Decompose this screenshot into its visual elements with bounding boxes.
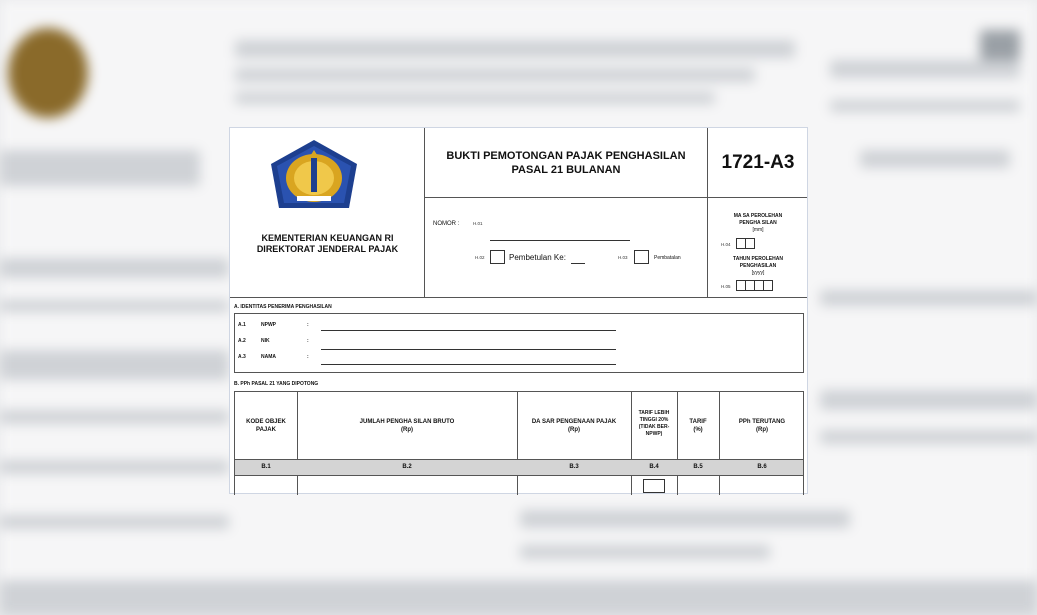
- pembatalan-label: Pembatalan: [654, 255, 681, 261]
- form-title-line1: BUKTI PEMOTONGAN PAJAK PENGHASILAN: [446, 150, 686, 162]
- dasar-pengenaan-cell[interactable]: [518, 476, 631, 495]
- code-b1: B.1: [261, 464, 271, 470]
- kode-objek-cell[interactable]: [235, 476, 297, 495]
- masa-label-1: MA SA PEROLEHAN: [733, 213, 783, 219]
- pembetulan-checkbox[interactable]: [490, 250, 505, 264]
- pembatalan-code: H.03: [618, 255, 628, 260]
- col-tarif-l1: TARIF: [689, 419, 707, 425]
- form-1721-a3: [229, 127, 808, 494]
- col-tarif-lebih-l4: NPWP): [645, 431, 663, 437]
- col-tarif-l2: (%): [693, 427, 703, 433]
- tahun-code: H.05: [721, 284, 731, 289]
- col-pph-terutang-l2: (Rp): [756, 427, 768, 433]
- form-code-block: [707, 128, 807, 198]
- nomor-code: H.01: [473, 221, 483, 226]
- col-kode-objek: [235, 418, 297, 434]
- nomor-label: NOMOR :: [433, 221, 460, 227]
- pembetulan-label: Pembetulan Ke:: [509, 253, 566, 262]
- form-code: 1721-A3: [721, 152, 795, 173]
- tahun-digit-4[interactable]: [763, 280, 773, 291]
- section-a-title: A. IDENTITAS PENERIMA PENGHASILAN: [234, 304, 332, 310]
- row-a3-label: NAMA: [261, 354, 276, 360]
- col-tarif-lebih: [631, 410, 677, 438]
- code-b4: B.4: [649, 464, 659, 470]
- nomor-input[interactable]: [490, 240, 630, 241]
- npwp-input[interactable]: [321, 330, 616, 331]
- directorate-name: DIREKTORAT JENDERAL PAJAK: [256, 244, 399, 254]
- form-title-line2: PASAL 21 BULANAN: [511, 164, 621, 176]
- ministry-name: KEMENTERIAN KEUANGAN RI: [261, 233, 394, 243]
- col-jumlah-bruto-l1: JUMLAH PENGHA SILAN BRUTO: [359, 419, 455, 425]
- jumlah-bruto-cell[interactable]: [298, 476, 517, 495]
- col-jumlah-bruto: [297, 418, 517, 434]
- col-tarif-lebih-l1: TARIF LEBIH: [638, 410, 670, 416]
- tarif-lebih-checkbox[interactable]: [643, 479, 665, 493]
- masa-digit-2[interactable]: [745, 238, 755, 249]
- col-dasar-pengenaan-l2: (Rp): [568, 427, 580, 433]
- tahun-label-1: TAHUN PEROLEHAN: [733, 256, 783, 262]
- row-a3-sep: :: [307, 354, 309, 360]
- tarif-cell[interactable]: [678, 476, 719, 495]
- tahun-format: [yyyy]: [751, 270, 765, 276]
- masa-block: [707, 197, 807, 298]
- kemenkeu-emblem: [267, 138, 361, 218]
- masa-code: H.04: [721, 242, 731, 247]
- code-b3: B.3: [569, 464, 579, 470]
- code-b5: B.5: [693, 464, 703, 470]
- col-pph-terutang: [719, 418, 805, 434]
- col-dasar-pengenaan-l1: DA SAR PENGENAAN PAJAK: [531, 419, 617, 425]
- row-a2-sep: :: [307, 338, 309, 344]
- pembetulan-code: H.02: [475, 255, 485, 260]
- pembatalan-checkbox[interactable]: [634, 250, 649, 264]
- section-b-table: [234, 391, 804, 495]
- row-a3-code: A.3: [238, 354, 246, 360]
- row-a1-code: A.1: [238, 322, 246, 328]
- col-kode-objek-l2: PAJAK: [256, 427, 276, 433]
- title-block: [424, 128, 708, 198]
- nama-input[interactable]: [321, 364, 616, 365]
- col-kode-objek-l1: KODE OBJEK: [246, 419, 286, 425]
- col-tarif-lebih-l3: (TIDAK BER-: [638, 424, 670, 430]
- col-jumlah-bruto-l2: (Rp): [401, 427, 413, 433]
- col-tarif: [677, 418, 719, 434]
- row-a1-label: NPWP: [261, 322, 276, 328]
- col-pph-terutang-l1: PPh TERUTANG: [738, 419, 786, 425]
- section-b-title: B. PPh PASAL 21 YANG DIPOTONG: [234, 381, 319, 387]
- row-a1-sep: :: [307, 322, 309, 328]
- pph-terutang-cell[interactable]: [720, 476, 804, 495]
- col-dasar-pengenaan: [517, 418, 631, 434]
- ministry-block: [230, 128, 425, 298]
- nik-input[interactable]: [321, 349, 616, 350]
- nomor-block: [424, 197, 708, 298]
- masa-label-2: PENGHA SILAN: [739, 220, 777, 226]
- code-b6: B.6: [757, 464, 767, 470]
- row-a2-code: A.2: [238, 338, 246, 344]
- pembetulan-ke-input[interactable]: [571, 263, 585, 264]
- masa-format: [mm]: [752, 227, 764, 233]
- section-a-box: [234, 313, 804, 373]
- code-b2: B.2: [402, 464, 412, 470]
- col-tarif-lebih-l2: TINGGI 20%: [639, 417, 669, 423]
- tahun-label-2: PENGHASILAN: [739, 263, 777, 269]
- row-a2-label: NIK: [261, 338, 270, 344]
